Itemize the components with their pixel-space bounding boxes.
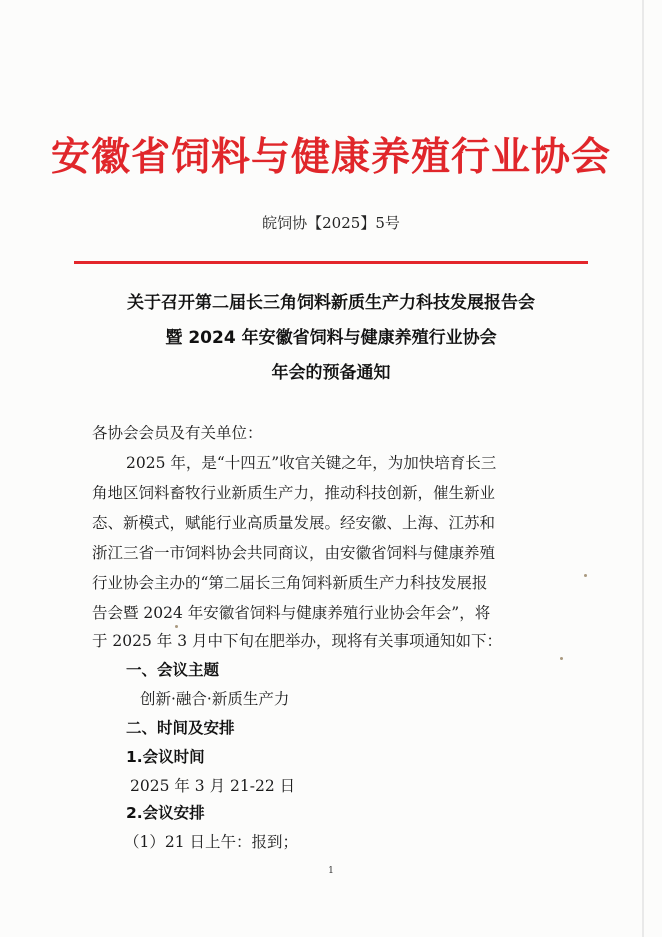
subheading-meeting-time: 1.会议时间 bbox=[126, 748, 205, 766]
page-number: 1 bbox=[328, 866, 334, 876]
meeting-theme-text: 创新·融合·新质生产力 bbox=[140, 690, 290, 708]
schedule-item: （1）21 日上午：报到； bbox=[124, 833, 299, 851]
paragraph-line: 角地区饲料畜牧行业新质生产力，推动科技创新，催生新业 bbox=[92, 484, 496, 502]
paragraph-line: 于 2025 年 3 月中下旬在肥举办，现将有关事项通知如下： bbox=[92, 632, 503, 650]
red-divider-line bbox=[74, 261, 588, 264]
scan-speck bbox=[560, 657, 563, 660]
paragraph-line: 浙江三省一市饲料协会共同商议，由安徽省饲料与健康养殖 bbox=[92, 544, 496, 562]
organization-header: 安徽省饲料与健康养殖行业协会 bbox=[50, 134, 611, 180]
meeting-time-value: 2025 年 3 月 21-22 日 bbox=[130, 777, 296, 795]
paragraph-line: 2025 年，是“十四五”收官关键之年，为加快培育长三 bbox=[126, 454, 497, 472]
document-number: 皖饲协【2025】5号 bbox=[262, 214, 400, 232]
scan-edge bbox=[642, 0, 644, 937]
paragraph-line: 告会暨 2024 年安徽省饲料与健康养殖行业协会年会”，将 bbox=[92, 604, 491, 622]
subheading-schedule: 2.会议安排 bbox=[126, 804, 205, 822]
salutation: 各协会会员及有关单位： bbox=[92, 424, 263, 442]
scan-speck bbox=[584, 574, 587, 577]
scan-speck bbox=[175, 625, 178, 628]
paragraph-line: 态、新模式，赋能行业高质量发展。经安徽、上海、江苏和 bbox=[92, 514, 496, 532]
notice-title-line-3: 年会的预备通知 bbox=[271, 363, 391, 383]
section-heading-theme: 一、会议主题 bbox=[126, 661, 220, 679]
section-heading-time: 二、时间及安排 bbox=[126, 719, 235, 737]
paragraph-line: 行业协会主办的“第二届长三角饲料新质生产力科技发展报 bbox=[92, 574, 488, 592]
notice-title-line-2: 暨 2024 年安徽省饲料与健康养殖行业协会 bbox=[165, 328, 497, 348]
notice-title-line-1: 关于召开第二届长三角饲料新质生产力科技发展报告会 bbox=[127, 293, 535, 313]
